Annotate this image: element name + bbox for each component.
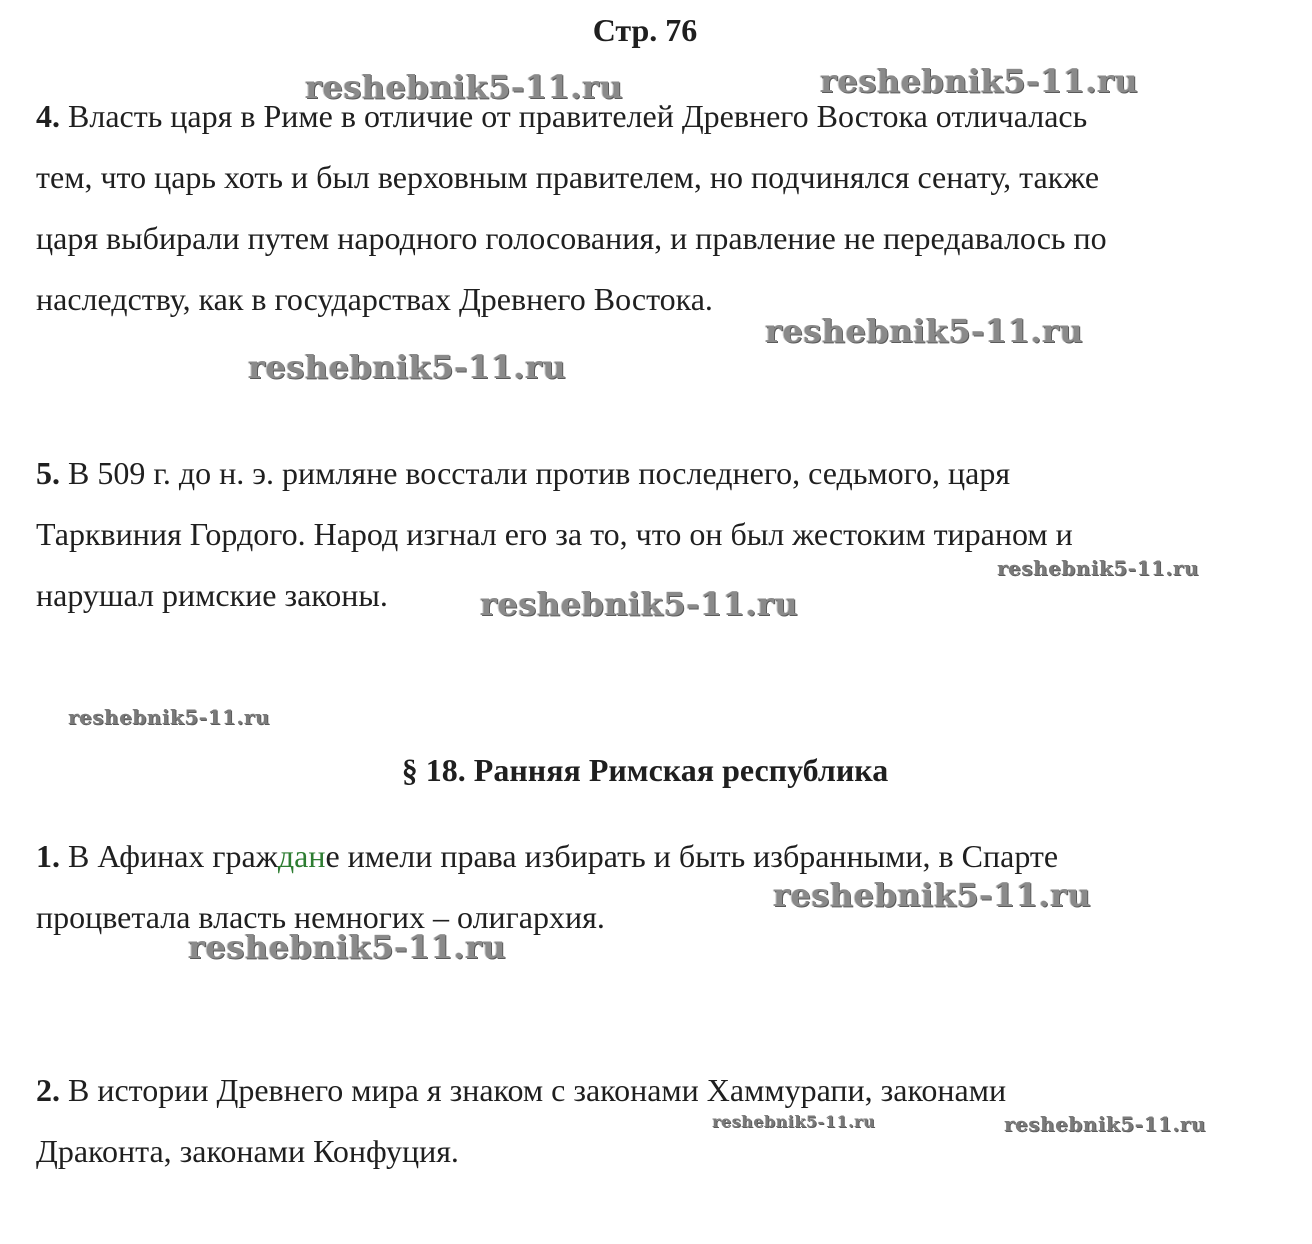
answer-line: тем, что царь хоть и был верховным правителем, но подчинялся сенату, также xyxy=(36,159,1100,195)
watermark-text: reshebnik5-11.ru xyxy=(305,68,624,106)
answer-number: 2. xyxy=(36,1072,60,1108)
answer-number: 1. xyxy=(36,838,60,874)
section-heading: § 18. Ранняя Римская республика xyxy=(401,752,889,788)
watermark-text: reshebnik5-11.ru xyxy=(997,556,1199,580)
watermark-text: reshebnik5-11.ru xyxy=(820,62,1139,100)
watermark-text: reshebnik5-11.ru xyxy=(188,928,507,966)
watermark-text: reshebnik5-11.ru xyxy=(480,585,799,623)
answer-line: 4. Власть царя в Риме в отличие от правителей Древнего Востока отличалась xyxy=(36,98,1088,134)
highlighted-text: дан xyxy=(277,838,326,874)
answer-5 xyxy=(36,443,1266,626)
answer-line: царя выбирали путем народного голосования, и правление не передавалось по xyxy=(36,220,1107,256)
watermark-text: reshebnik5-11.ru xyxy=(773,876,1092,914)
answer-line: Драконта, законами Конфуция. xyxy=(36,1133,459,1169)
watermark-text: reshebnik5-11.ru xyxy=(248,348,567,386)
watermark-text: reshebnik5-11.ru xyxy=(1004,1112,1206,1136)
watermark-text: reshebnik5-11.ru xyxy=(765,312,1084,350)
answer-1 xyxy=(36,826,1266,948)
answer-line: 5. В 509 г. до н. э. римляне восстали против последнего, седьмого, царя xyxy=(36,455,1011,491)
answer-4 xyxy=(36,86,1266,330)
answer-line: нарушал римские законы. xyxy=(36,577,388,613)
answer-line: 2. В истории Древнего мира я знаком с законами Хаммурапи, законами xyxy=(36,1072,1007,1108)
watermark-text: reshebnik5-11.ru xyxy=(712,1112,876,1131)
answer-number: 4. xyxy=(36,98,60,134)
watermark-text: reshebnik5-11.ru xyxy=(68,705,270,729)
answer-number: 5. xyxy=(36,455,60,491)
answer-line: наследству, как в государствах Древнего Востока. xyxy=(36,281,713,317)
answer-line: 1. В Афинах граждане имели права избирать и быть избранными, в Спарте xyxy=(36,838,1059,874)
answer-line: Тарквиния Гордого. Народ изгнал его за то, что он был жестоким тираном и xyxy=(36,516,1073,552)
answer-line: процветала власть немногих – олигархия. xyxy=(36,899,605,935)
answer-2 xyxy=(36,1060,1266,1182)
page-title: Стр. 76 xyxy=(592,12,698,48)
